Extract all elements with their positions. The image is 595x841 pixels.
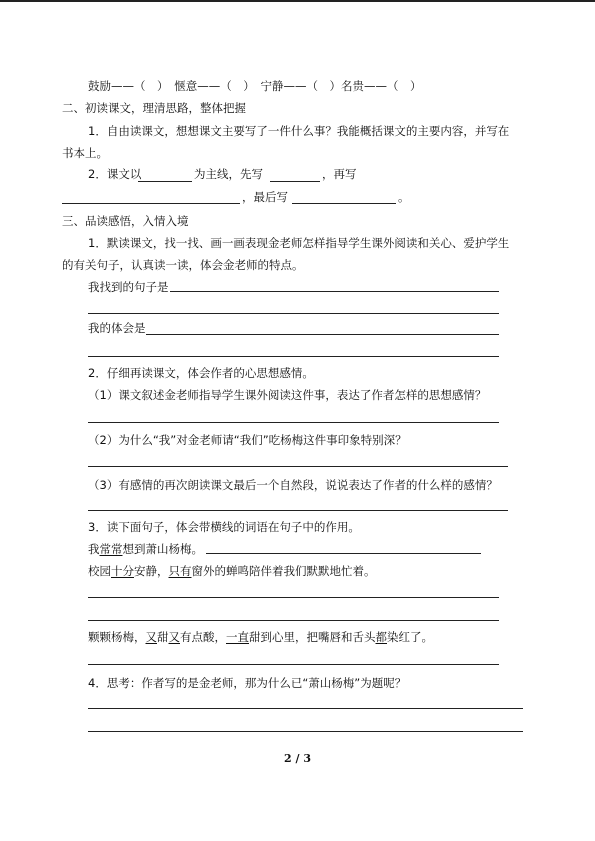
underlined-word: 又 [168,630,180,644]
s3q2-3: （3）有感情的再次朗读课文最后一个自然段，说说表达了作者的什么样的感情？ [88,478,498,492]
underlined-word: 十分 [111,564,134,578]
underlined-word: 一直 [226,630,249,644]
section2-title: 二、初读课文，理清思路，整体把握 [62,101,246,115]
answer-line[interactable] [170,291,499,292]
answer-line[interactable] [88,664,499,665]
vocab-row: 鼓励——（ ） 惬意——（ ） 宁静——（ ）名贵——（ ） [88,79,422,93]
sentence-2: 校园十分安静，只有窗外的蝉鸣陪伴着我们默默地忙着。 [88,564,376,578]
q2-text-a: 2．课文以 [88,167,142,181]
answer-line[interactable] [206,553,481,554]
sentence-1: 我常常想到萧山杨梅。 [88,542,203,556]
s3q4: 4．思考：作者写的是金老师，那为什么已“萧山杨梅”为题呢？ [88,676,407,690]
underlined-word: 常常 [99,542,123,556]
sentence-3: 颗颗杨梅，又甜又有点酸，一直甜到心里，把嘴唇和舌头都染红了。 [88,630,433,644]
s3q3: 3．读下面句子，体会带横线的词语在句子中的作用。 [88,520,360,534]
q2-text-d: ，最后写 [242,190,288,204]
answer-line[interactable] [88,597,499,598]
s3q1-line1: 1．默读课文，找一找、画一画表现金老师怎样指导学生课外阅读和关心、爱护学生 [88,236,510,250]
answer-line[interactable] [88,422,499,423]
q1-line1: 1．自由读课文，想想课文主要写了一件什么事？我能概括课文的主要内容，并写在 [88,124,510,138]
top-border [0,0,595,2]
q2-text-e: 。 [398,190,410,204]
answer-line[interactable] [88,466,508,467]
answer-line[interactable] [88,313,499,314]
section3-title: 三、品读感悟，入情入境 [62,214,189,228]
underlined-word: 又 [145,630,157,644]
underlined-word: 只有 [168,564,192,578]
q2-text-c: ，再写 [322,167,357,181]
q1-line2: 书本上。 [62,146,108,160]
s3q2-2: （2）为什么“我”对金老师请“我们”吃杨梅这件事印象特别深？ [88,433,407,447]
s3q2-1: （1）课文叙述金老师指导学生课外阅读这件事，表达了作者怎样的思想感情？ [88,388,487,402]
s3q2: 2．仔细再读课文，体会作者的心思想感情。 [88,366,314,380]
found-label: 我找到的句子是 [88,280,169,294]
feel-label: 我的体会是 [88,321,146,335]
answer-line[interactable] [88,731,523,732]
page-number: 2 / 3 [284,752,311,765]
answer-line[interactable] [146,334,499,335]
answer-line[interactable] [88,510,508,511]
q2-blank-3[interactable] [62,203,240,204]
answer-line[interactable] [88,356,499,357]
underlined-word: 都 [375,630,387,644]
q2-blank-2[interactable] [270,181,320,182]
answer-line[interactable] [88,620,499,621]
s3q1-line2: 的有关句子，认真读一读，体会金老师的特点。 [62,258,304,272]
q2-text-b: 为主线，先写 [194,167,263,181]
q2-blank-1[interactable] [138,181,192,182]
answer-line[interactable] [88,708,523,709]
q2-blank-4[interactable] [292,203,396,204]
